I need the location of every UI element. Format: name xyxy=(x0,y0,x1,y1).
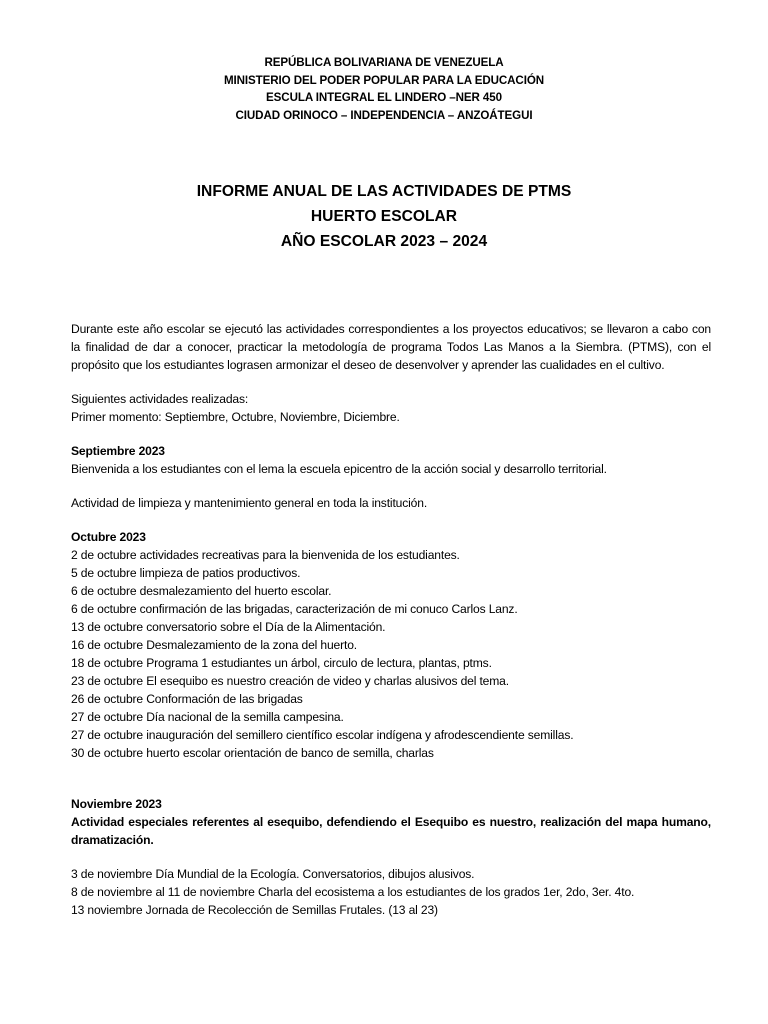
october-item: 26 de octubre Conformación de las brigadas xyxy=(71,692,303,706)
header-line-country: REPÚBLICA BOLIVARIANA DE VENEZUELA xyxy=(264,56,504,69)
header-line-school: ESCULA INTEGRAL EL LINDERO –NER 450 xyxy=(266,91,502,104)
activities-intro-line: Siguientes actividades realizadas: xyxy=(71,392,249,406)
report-title xyxy=(0,179,768,254)
institution-header xyxy=(0,54,768,124)
october-item: 30 de octubre huerto escolar orientación de banco de semilla, charlas xyxy=(71,746,434,760)
november-heading: Noviembre 2023 xyxy=(71,797,162,811)
november-item: 13 noviembre Jornada de Recolección de Semillas Frutales. (13 al 23) xyxy=(71,903,438,917)
october-heading: Octubre 2023 xyxy=(71,530,146,544)
october-item: 27 de octubre Día nacional de la semilla campesina. xyxy=(71,710,344,724)
october-item: 13 de octubre conversatorio sobre el Día de la Alimentación. xyxy=(71,620,386,634)
september-heading: Septiembre 2023 xyxy=(71,444,165,458)
october-item: 27 de octubre inauguración del semillero científico escolar indígena y afrodescendiente semillas. xyxy=(71,728,574,742)
november-item: 8 de noviembre al 11 de noviembre Charla del ecosistema a los estudiantes de los grados 1er, 2do, 3er. 4to. xyxy=(71,885,635,899)
september-item: Actividad de limpieza y mantenimiento general en toda la institución. xyxy=(71,496,428,510)
october-item: 5 de octubre limpieza de patios productivos. xyxy=(71,566,301,580)
title-line-school-year: AÑO ESCOLAR 2023 – 2024 xyxy=(280,233,488,250)
report-body xyxy=(71,320,711,919)
first-moment-line: Primer momento: Septiembre, Octubre, Noviembre, Diciembre. xyxy=(71,410,400,424)
october-item: 6 de octubre confirmación de las brigadas, caracterización de mi conuco Carlos Lanz. xyxy=(71,602,518,616)
november-subheading: Actividad especiales referentes al esequibo, defendiendo el Esequibo es nuestro, realización del mapa humano, dramatización. xyxy=(71,815,711,847)
october-item: 6 de octubre desmalezamiento del huerto escolar. xyxy=(71,584,332,598)
title-line-report: INFORME ANUAL DE LAS ACTIVIDADES DE PTMS xyxy=(196,183,572,200)
title-line-garden: HUERTO ESCOLAR xyxy=(310,208,458,225)
november-item: 3 de noviembre Día Mundial de la Ecología. Conversatorios, dibujos alusivos. xyxy=(71,867,475,881)
october-item: 16 de octubre Desmalezamiento de la zona del huerto. xyxy=(71,638,357,652)
october-item: 2 de octubre actividades recreativas para la bienvenida de los estudiantes. xyxy=(71,548,460,562)
october-item: 18 de octubre Programa 1 estudiantes un árbol, circulo de lectura, plantas, ptms. xyxy=(71,656,492,670)
header-line-location: CIUDAD ORINOCO – INDEPENDENCIA – ANZOÁTEGUI xyxy=(235,108,533,122)
october-item: 23 de octubre El esequibo es nuestro creación de video y charlas alusivos del tema. xyxy=(71,674,509,688)
header-line-ministry: MINISTERIO DEL PODER POPULAR PARA LA EDUCACIÓN xyxy=(223,73,545,87)
intro-paragraph: Durante este año escolar se ejecutó las actividades correspondientes a los proyectos educativos; se llevaron a cabo con la finalidad de dar a conocer, practicar la metodología de programa Todos Las Manos a la Siembra. (PTMS), con el propósito que los estudiantes lograsen armonizar el deseo de desenvolver y aprender las cualidades en el cultivo. xyxy=(71,322,711,372)
september-item: Bienvenida a los estudiantes con el lema la escuela epicentro de la acción social y desarrollo territorial. xyxy=(71,462,607,476)
